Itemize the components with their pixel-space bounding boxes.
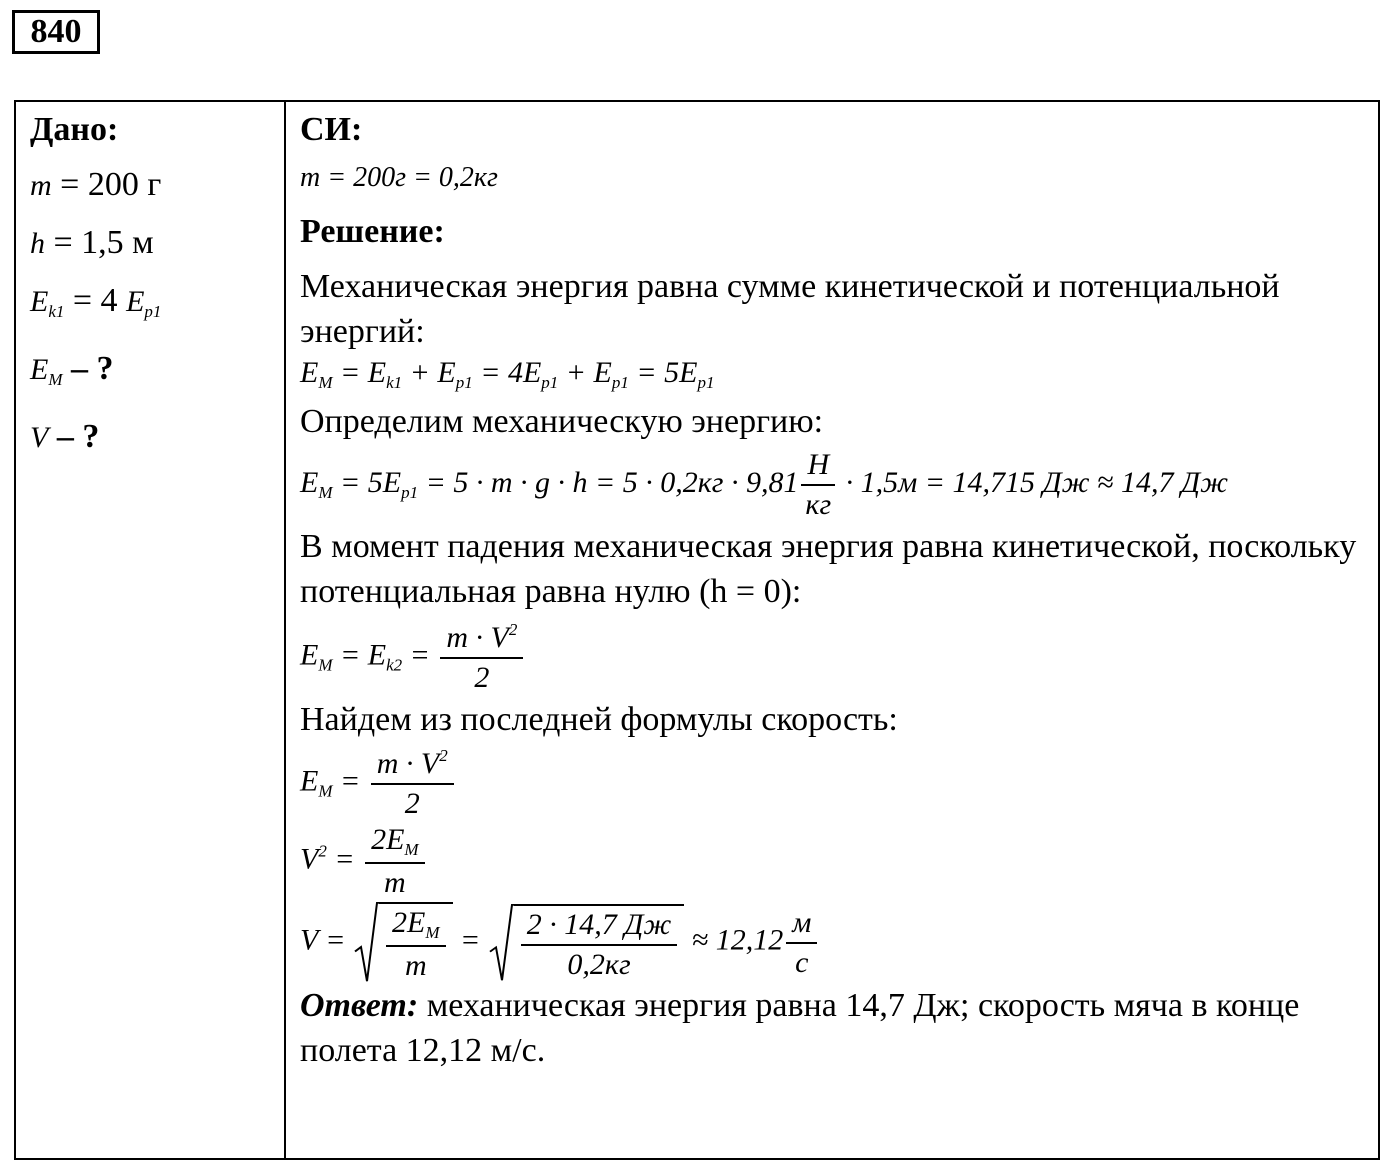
given-energy-ratio: $E_{k1} = 4$ $E_{p1}$ xyxy=(30,282,162,321)
formula-energy: $E_M = 5E_{p1} = 5 \cdot m \cdot g \cdot h = 5 \cdot 0,2кг \cdot 9,81$ $\frac{Н}{кг}$ · 1,5м = 14,715 Дж ≈ 14,7 Дж xyxy=(300,448,1228,521)
solution-column xyxy=(300,110,1370,1073)
answer-text: механическая энергия равна 14,7 Дж; скорость мяча в конце полета 12,12 м/с. xyxy=(300,987,1300,1069)
formula-sum: $E_M = E_{k1} + E_{p1} = 4E_{p1} + E_{p1} = 5E_{p1}$ xyxy=(300,356,715,392)
formula-energy-velocity: $E_M$ = $\frac{m \cdot V^2}{2}$ xyxy=(300,746,1370,821)
paragraph-3: В момент падения механическая энергия равна кинетической, поскольку потенциальная равна нулю (h = 0): xyxy=(300,528,1357,610)
given-mass: m = 200 г xyxy=(30,166,162,203)
si-title: СИ: xyxy=(300,111,363,148)
column-divider xyxy=(284,100,286,1160)
formula-velocity-squared: $V^2$ = $\frac{2E_M}{m}$ xyxy=(300,823,1370,900)
given-find-velocity: V – ? xyxy=(30,418,100,455)
formula-velocity: V = $\frac{2E_M}{m}$ = $\frac{2 \cdot 14,7 Дж}{0,2кг}$ ≈ 12,12 $\frac{м}{с}$ xyxy=(300,902,1370,983)
si-formula: m = 200г = 0,2кг xyxy=(300,162,498,193)
given-height: h = 1,5 м xyxy=(30,224,154,261)
answer xyxy=(300,983,1370,1073)
paragraph-1: Механическая энергия равна сумме кинетической и потенциальной энергий: xyxy=(300,268,1280,350)
given-title: Дано: xyxy=(30,111,119,148)
paragraph-4: Найдем из последней формулы скорость: xyxy=(300,701,898,738)
given-column xyxy=(30,110,280,460)
given-find-energy: $E_M$ – ? xyxy=(30,350,114,389)
problem-number: 840 xyxy=(12,10,100,54)
solution-title: Решение: xyxy=(300,213,445,250)
paragraph-2: Определим механическую энергию: xyxy=(300,403,824,440)
formula-kinetic: $E_M = E_{k2}$ = $\frac{m \cdot V^2}{2}$ xyxy=(300,620,1370,695)
answer-label: Ответ: xyxy=(300,987,419,1024)
